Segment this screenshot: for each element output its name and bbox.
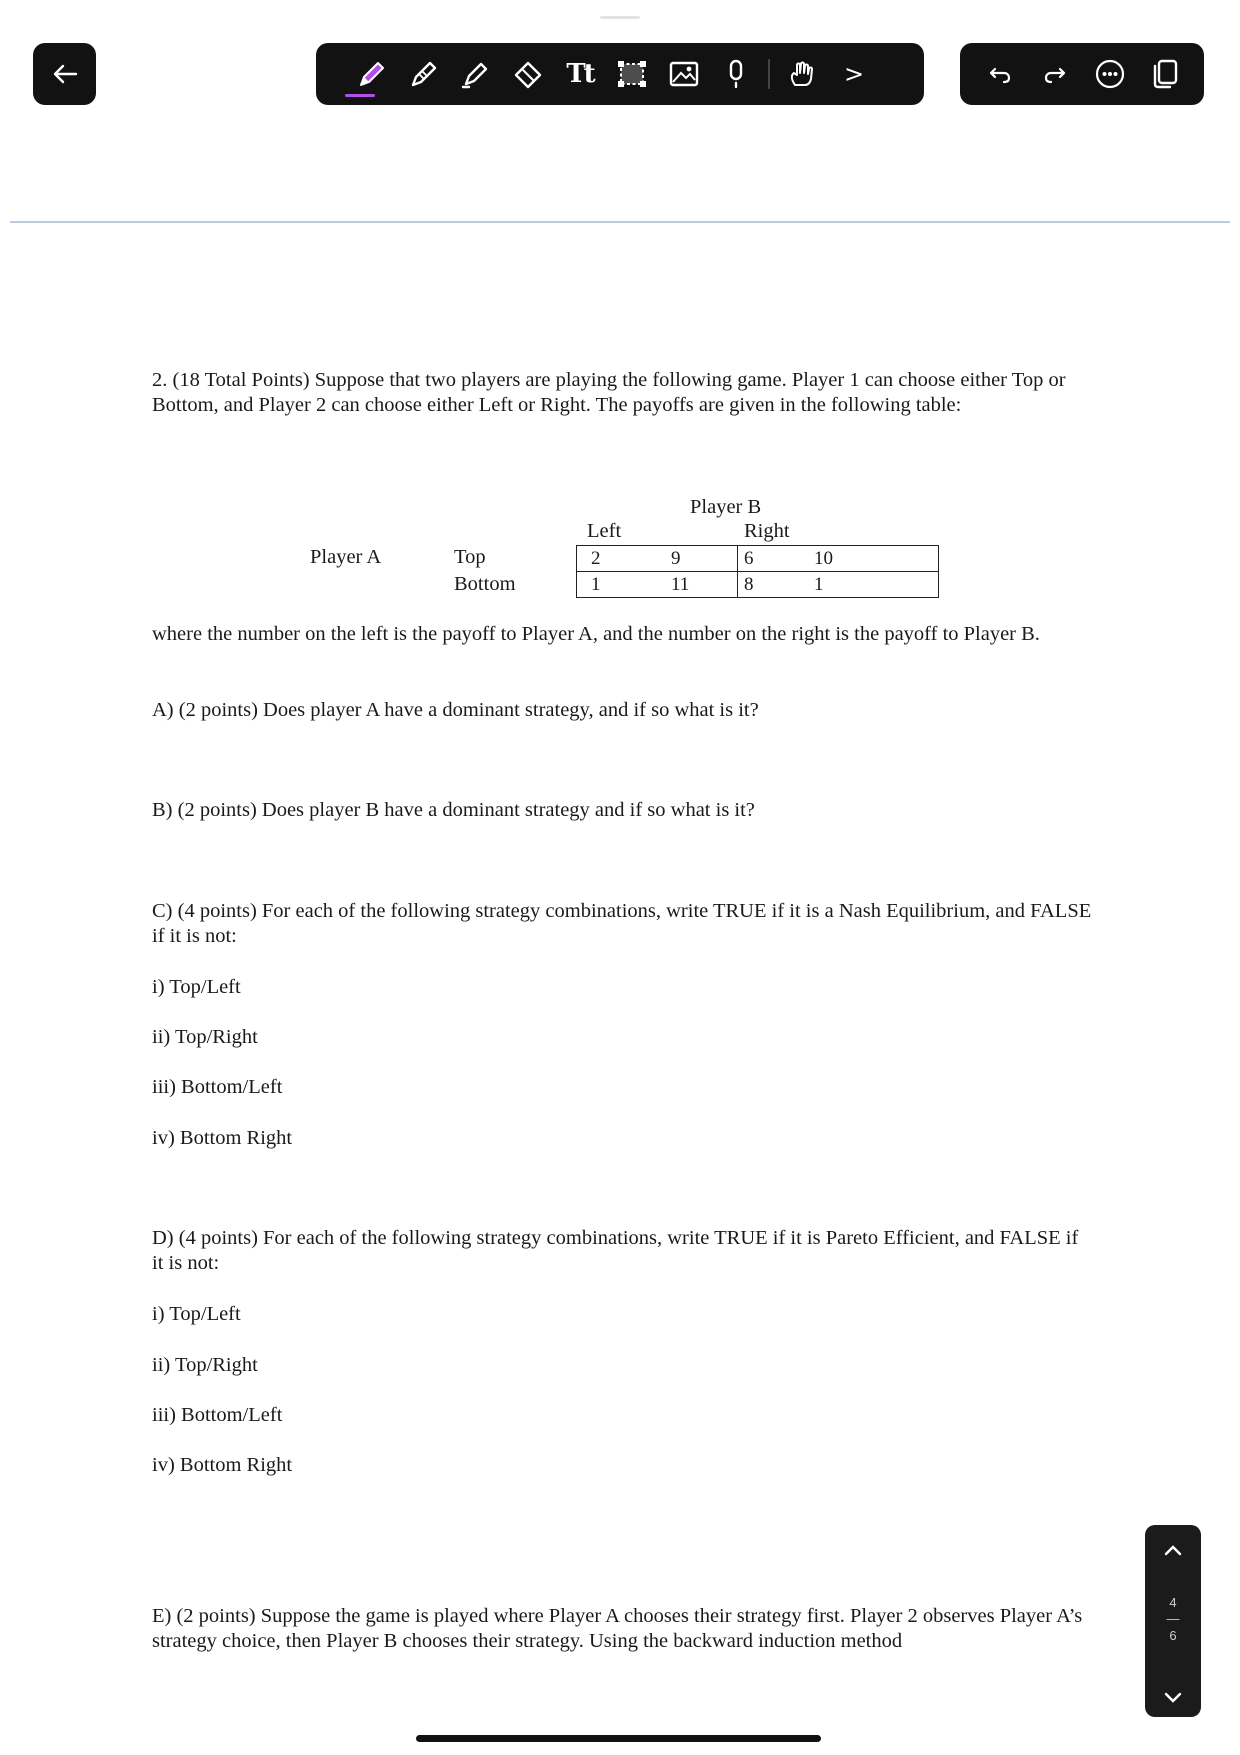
chevron-right-icon: >: [843, 60, 865, 88]
toolbar-separator: [768, 59, 770, 89]
lasso-select-tool-button[interactable]: [606, 43, 658, 105]
current-page-number: 4: [1169, 1595, 1177, 1610]
player-b-label: Player B: [690, 496, 762, 518]
list-item: i) Top/Left: [152, 1303, 241, 1325]
payoff-b: 1: [814, 574, 824, 595]
question-e: E) (2 points) Suppose the game is played where Player A chooses their strategy first. Player 2 observes Player A’s strategy choice, then Player B chooses their strategy. Using the backward induction method: [152, 1605, 1083, 1652]
page-down-button[interactable]: [1145, 1687, 1201, 1710]
list-item: iii) Bottom/Left: [152, 1404, 283, 1426]
microphone-tool-button[interactable]: [710, 43, 762, 105]
page-navigator: [1145, 1525, 1201, 1717]
payoff-b: 10: [814, 548, 833, 569]
more-options-button[interactable]: [1086, 50, 1134, 98]
page-top-divider: [10, 221, 1230, 223]
table-row: [577, 546, 939, 572]
question-b: B) (2 points) Does player B have a dominant strategy and if so what is it?: [152, 799, 755, 821]
text-tool-icon: Tt: [566, 59, 594, 89]
eraser-tool-button[interactable]: [502, 43, 554, 105]
pen-icon: [355, 57, 389, 91]
list-item: iv) Bottom Right: [152, 1127, 293, 1149]
table-cell: [577, 572, 738, 598]
payoff-b: 11: [671, 574, 690, 595]
payoff-explanation: where the number on the left is the payoff to Player A, and the number on the right is the payoff to Player B.: [152, 623, 1040, 645]
table-row: [577, 572, 939, 598]
drawing-tools-toolbar: [316, 43, 924, 105]
payoff-table: [576, 545, 939, 598]
highlighter-tool-button[interactable]: [450, 43, 502, 105]
image-tool-button[interactable]: [658, 43, 710, 105]
list-item: ii) Top/Right: [152, 1026, 258, 1048]
player-a-label: Player A: [310, 546, 382, 568]
payoff-a: 1: [591, 574, 601, 595]
column-right-label: Right: [744, 520, 790, 542]
question-intro: 2. (18 Total Points) Suppose that two players are playing the following game. Player 1 can choose either Top or Bottom, and Player 2 can choose either Left or Right. The payoffs are given in the following table:: [152, 369, 1066, 416]
back-button[interactable]: [33, 43, 96, 105]
table-cell: [577, 546, 738, 572]
payoff-a: 2: [591, 548, 601, 569]
page-up-button[interactable]: [1145, 1539, 1201, 1562]
pencil-icon: [407, 57, 441, 91]
payoff-b: 9: [671, 548, 681, 569]
more-icon: [1094, 58, 1126, 90]
touch-gesture-tool-button[interactable]: [776, 43, 828, 105]
question-a: A) (2 points) Does player A have a dominant strategy, and if so what is it?: [152, 699, 759, 721]
undo-icon: [987, 61, 1013, 87]
list-item: iv) Bottom Right: [152, 1454, 293, 1476]
actions-toolbar: [960, 43, 1204, 105]
list-item: iii) Bottom/Left: [152, 1076, 283, 1098]
redo-icon: [1042, 61, 1068, 87]
column-left-label: Left: [587, 520, 622, 542]
arrow-left-icon: [52, 63, 78, 85]
highlighter-icon: [459, 57, 493, 91]
list-item: ii) Top/Right: [152, 1354, 258, 1376]
table-cell: [738, 546, 939, 572]
payoff-a: 6: [744, 548, 754, 569]
lasso-select-icon: [615, 57, 649, 91]
row-bottom-label: Bottom: [454, 573, 516, 595]
total-page-count: 6: [1169, 1628, 1177, 1643]
chevron-down-icon: [1164, 1692, 1182, 1704]
pencil-tool-button[interactable]: [398, 43, 450, 105]
window-grabber[interactable]: [600, 16, 640, 19]
image-icon: [667, 57, 701, 91]
question-d: D) (4 points) For each of the following strategy combinations, write TRUE if it is Pareto Efficient, and FALSE if it is not:: [152, 1227, 1079, 1274]
text-tool-button[interactable]: [554, 43, 606, 105]
payoff-a: 8: [744, 574, 754, 595]
chevron-up-icon: [1164, 1544, 1182, 1556]
row-top-label: Top: [454, 546, 486, 568]
eraser-icon: [511, 57, 545, 91]
redo-button[interactable]: [1031, 50, 1079, 98]
pages-icon: [1150, 58, 1180, 90]
page-separator: —: [1166, 1611, 1180, 1626]
touch-gesture-icon: [785, 57, 819, 91]
microphone-icon: [719, 57, 753, 91]
more-tools-button[interactable]: [828, 43, 880, 105]
home-indicator[interactable]: [416, 1735, 821, 1742]
question-c: C) (4 points) For each of the following strategy combinations, write TRUE if it is a Nash Equilibrium, and FALSE if it is not:: [152, 900, 1092, 947]
list-item: i) Top/Left: [152, 976, 241, 998]
table-cell: [738, 572, 939, 598]
active-tool-indicator: [345, 94, 375, 97]
pages-button[interactable]: [1141, 50, 1189, 98]
undo-button[interactable]: [976, 50, 1024, 98]
